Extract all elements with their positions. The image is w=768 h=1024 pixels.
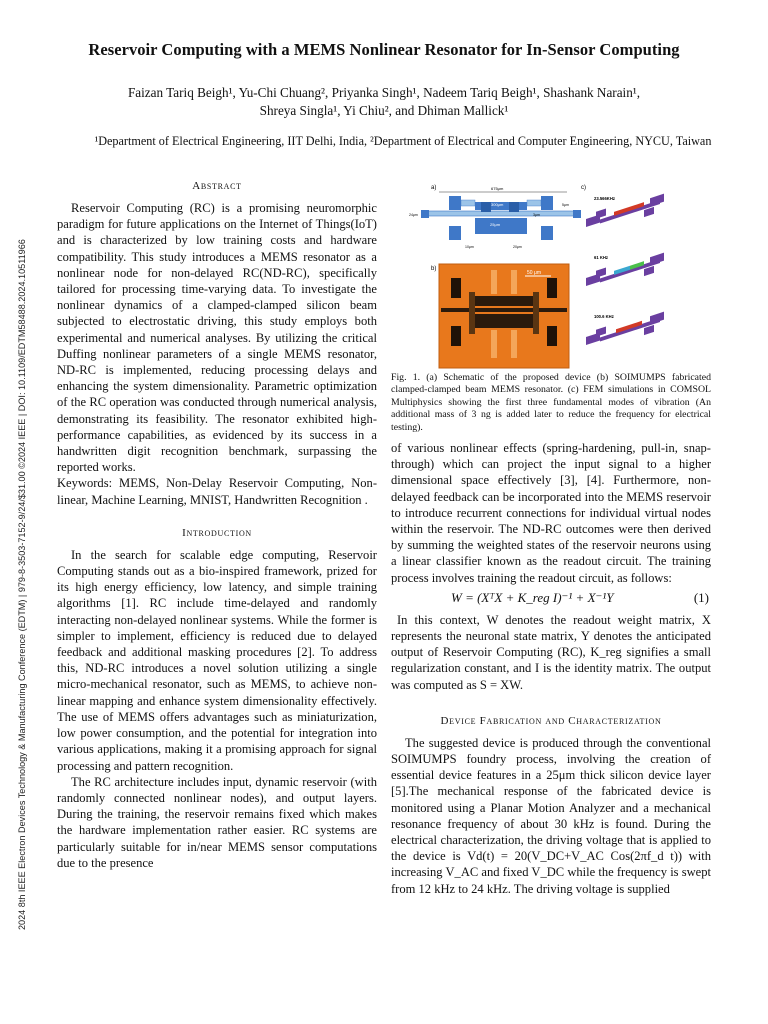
introduction-paragraph-3: of various nonlinear effects (spring-hardening, pull-in, snap-through) which can project the input signal to a higher dimensional space effectively [3], [4]. Furthermore, non-delayed feedback can be incorporated into the MEMS reservoir to introduce recurrent connections for individual virtual nodes within the reservoir. The ND-RC outcomes were then derived by summing the weighted states of the reservoir neurons using a linear classifier known as the readout circuit. The training process involves training the readout circuit, as follows: [391, 441, 711, 585]
fem-mode-3-frequency: 100.6 KHz [594, 314, 614, 319]
figure-1-caption: Fig. 1. (a) Schematic of the proposed device (b) SOIMUMPS fabricated clamped-clamped beam MEMS resonator. (c) FEM simulations in COMSOL Multiphysics showing the first three fundamental modes of vibration (An additional mass of 3 ng is added later to reduce the frequency for electrical testing). [391, 372, 711, 433]
fem-mode-1-frequency: 23.566KHz [594, 196, 615, 201]
abstract-heading: Abstract [192, 180, 242, 192]
introduction-heading: Introduction [182, 526, 252, 539]
scale-bar-label: 50 μm [527, 270, 541, 276]
panel-a-label: a) [431, 185, 437, 191]
affiliations [0, 134, 768, 149]
sidebar-citation-text: 2024 8th IEEE Electron Devices Technology & Manufacturing Conference (EDTM) | 979-8-3503-7152-9/24/$31.00 ©2024 IEEE | DOI: 10.1109/EDTM58488.2024.10511966 [17, 239, 27, 930]
sidebar-citation [9, 160, 25, 930]
keywords: Keywords: MEMS, Non-Delay Reservoir Computing, Non-linear, Machine Learning, MNIST, Handwritten Recognition . [57, 476, 377, 507]
authors [60, 84, 708, 120]
schematic-device [409, 186, 581, 249]
dim-top: 675μm [491, 186, 504, 191]
affiliations-text: ¹Department of Electrical Engineering, IIT Delhi, India, ²Department of Electrical and Computer Engineering, NYCU, Taiwan [94, 134, 712, 148]
dim-mid: 300μm [491, 202, 504, 207]
optical-micrograph [439, 264, 569, 368]
dim-bot-2: 20μm [513, 245, 522, 249]
figure-1-graphic [391, 180, 711, 370]
dim-r: 25μm [490, 222, 501, 227]
abstract-text: Reservoir Computing (RC) is a promising neuromorphic paradigm for future applications on the Internet of Things(IoT) and is characterized by low training costs and hardware compatibility. This study introduces a MEMS resonator as a nonlinear node for non-delayed RC(ND-RC), specifically tailored for processing time-varying data. To investigate the nonlinear dynamics of a clamped-clamped silicon beam subjected to electrostatic driving, this study employs both experimental and numerical analyses. By utilizing the critical Duffing nonlinear parameters of a single MEMS resonator, ND-RC is implemented, reducing processing delays and enhancing the system dimensionality. Parametric optimization of the RC operation was conducted through numerical analysis, demonstrating its feasibility. The resonator exhibited high-performance capabilities, as evidenced by its success in a handwritten digit recognition benchmark, surpassing the reported works. [57, 201, 377, 475]
authors-line-2: Shreya Singla¹, Yi Chiu², and Dhiman Mallick¹ [259, 103, 509, 118]
dim-g: 5μm [562, 203, 569, 207]
introduction-paragraph-4: In this context, W denotes the readout weight matrix, X represents the neuronal state matrix, Y denotes the anticipated output of Reservoir Computing (RC), K_reg signifies a small regularization constant, and I is the identity matrix. The output was computed as S = XW. [391, 612, 711, 692]
fem-mode-2 [586, 249, 664, 295]
equation-1 [391, 590, 711, 606]
panel-b-label: b) [431, 266, 437, 272]
fem-mode-1 [586, 190, 664, 236]
fabrication-paragraph-1: The suggested device is produced through the conventional SOIMUMPS foundry process, involving the creation of essential device features in a 25μm thick silicon device layer [5].The mechanical response of the fabricated device is monitored using a Planar Motion Analyzer and a mechanical resonance frequency of about 30 kHz is found. During the electrical characterization, the driving voltage that is applied to the device is Vd(t) = 20(V_DC+V_AC Cos(2πf_d t)) with increasing V_AC and fixed V_DC while the frequency is swept from 12 kHz to 24 kHz. The driving voltage is supplied [391, 735, 711, 896]
fem-mode-2-frequency: 61 KHz [594, 255, 608, 260]
equation-1-number: (1) [693, 589, 709, 605]
introduction-paragraph-1: In the search for scalable edge computing, Reservoir Computing stands out as a bio-inspired framework, prized for its high energy efficiency, low latency, and simple training algorithms [1]. RC include time-delayed and randomly interacting non-delayed nonlinear systems. While the former is simpler to implement, efficiency is reduced due to delayed feedback and additional masking procedures [2]. To address this, ND-RC introduces a novel solution utilizing a single micro-mechanical resonator, such as MEMS, to achieve non-linear mapping and enhance system dimensionality effectively. The use of MEMS offers advantages such as miniaturization, low power consumption, and the potential for integration into various applications, making it a promising approach for signal processing and pattern recognition. [57, 547, 377, 773]
fem-mode-3 [586, 308, 664, 354]
panel-c-label: c) [581, 185, 586, 191]
dim-w: 3μm [533, 213, 540, 217]
equation-1-body: W = (XᵀX + K_reg I)⁻¹ + X⁻¹Y [451, 589, 614, 605]
paper-title: Reservoir Computing with a MEMS Nonlinear Resonator for In-Sensor Computing [88, 40, 680, 59]
dim-left: 24μm [409, 213, 418, 217]
left-column [57, 180, 377, 871]
fabrication-heading: Device Fabrication and Characterization [440, 714, 662, 727]
figure-1 [391, 180, 711, 370]
authors-line-1: Faizan Tariq Beigh¹, Yu-Chi Chuang², Priyanka Singh¹, Nadeem Tariq Beigh¹, Shashank Narain¹, [127, 85, 641, 100]
introduction-paragraph-2: The RC architecture includes input, dynamic reservoir (with randomly connected nonlinear nodes), and output layers. During the training, the reservoir remains fixed which makes the hardware implementation rather easier. RC systems are particularly suitable for in/near MEMS sensor computations due to the presence [57, 774, 377, 870]
right-column [391, 440, 711, 897]
dim-bot: 10μm [465, 245, 474, 249]
